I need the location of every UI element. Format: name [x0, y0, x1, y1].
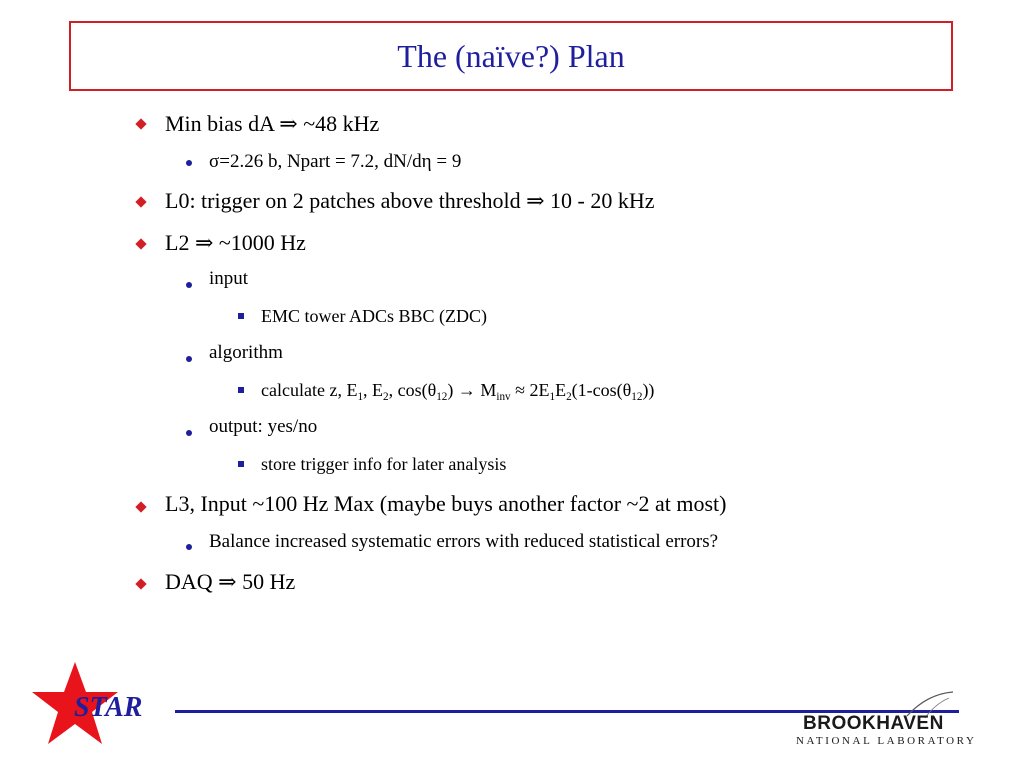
square-bullet-icon — [238, 461, 244, 467]
star-logo-text: STAR — [74, 692, 143, 723]
square-bullet-icon — [238, 313, 244, 319]
bullet-output: output: yes/no — [209, 416, 318, 437]
dot-bullet-icon — [186, 160, 192, 166]
calc-subscript: 2 — [566, 390, 572, 403]
slide-title: The (naïve?) Plan — [397, 38, 625, 74]
calc-text: E — [555, 380, 567, 400]
calc-text: , E — [363, 380, 384, 400]
calc-text: calculate z, E — [261, 380, 358, 400]
dot-bullet-icon — [186, 282, 192, 288]
bullet-l0: L0: trigger on 2 patches above threshold ⇒ 10 - 20 kHz — [165, 188, 655, 213]
dot-bullet-icon — [186, 356, 192, 362]
title-box — [69, 21, 953, 91]
calc-text: , cos(θ — [388, 380, 437, 400]
dot-bullet-icon — [186, 430, 192, 436]
calc-subscript: 12 — [631, 390, 643, 403]
dot-bullet-icon — [186, 544, 192, 550]
bullet-cross-section: σ=2.26 b, Npart = 7.2, dN/dη = 9 — [209, 151, 462, 172]
calc-subscript: 2 — [383, 390, 389, 403]
bullet-l2: L2 ⇒ ~1000 Hz — [165, 230, 306, 255]
bnl-logo-subtitle: NATIONAL LABORATORY — [796, 735, 977, 747]
diamond-bullet-icon — [135, 196, 146, 207]
bullet-input: input — [209, 268, 249, 289]
bullet-l3: L3, Input ~100 Hz Max (maybe buys another factor ~2 at most) — [165, 491, 727, 516]
diamond-bullet-icon — [135, 118, 146, 129]
calc-text: (1-cos(θ — [571, 380, 632, 400]
calc-subscript: 12 — [436, 390, 448, 403]
diamond-bullet-icon — [135, 501, 146, 512]
bullet-emc-adcs: EMC tower ADCs BBC (ZDC) — [261, 306, 488, 326]
bullet-algorithm: algorithm — [209, 342, 283, 363]
square-bullet-icon — [238, 387, 244, 393]
calc-subscript: 1 — [357, 390, 364, 403]
bullet-calculate — [261, 380, 654, 401]
bullet-daq: DAQ ⇒ 50 Hz — [165, 569, 296, 594]
calc-text: ) → M — [447, 380, 497, 400]
calc-subscript: inv — [496, 390, 511, 403]
bullet-store-trigger: store trigger info for later analysis — [261, 454, 507, 474]
calc-subscript: 1 — [549, 390, 556, 403]
bullet-balance-errors: Balance increased systematic errors with reduced statistical errors? — [209, 531, 719, 552]
calc-text: ≈ 2E — [510, 380, 550, 400]
diamond-bullet-icon — [135, 238, 146, 249]
diamond-bullet-icon — [135, 578, 146, 589]
bullet-min-bias: Min bias dA ⇒ ~48 kHz — [165, 111, 380, 136]
bnl-logo-name: BROOKHAVEN — [803, 713, 944, 734]
calc-text: )) — [642, 380, 655, 400]
